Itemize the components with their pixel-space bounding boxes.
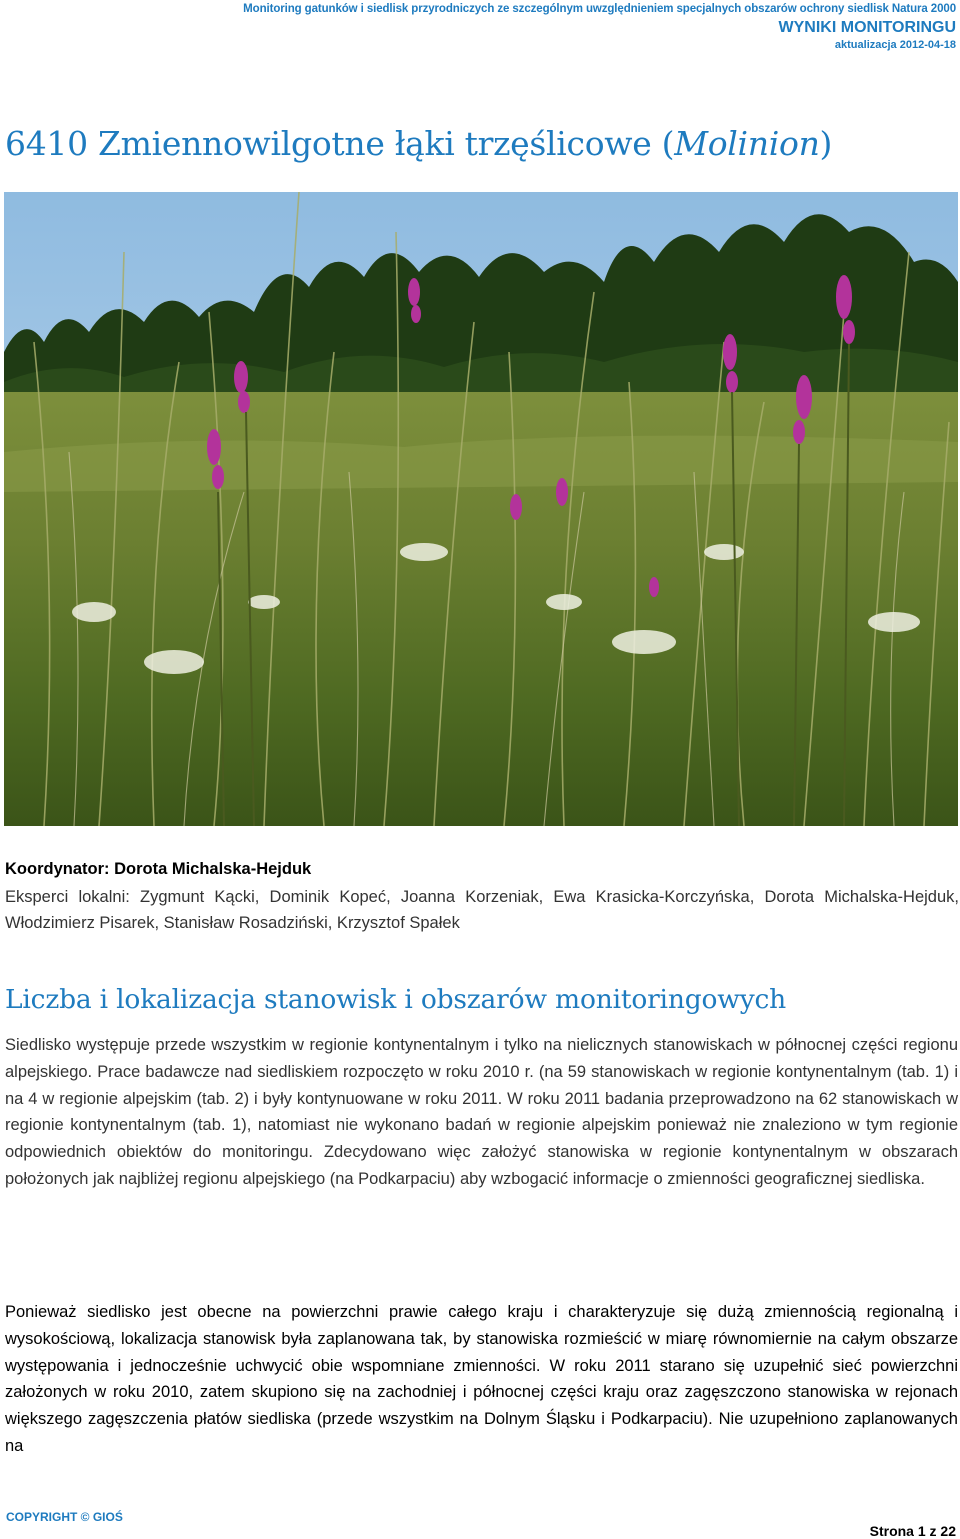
- paragraph-1: Siedlisko występuje przede wszystkim w regionie kontynentalnym i tylko na nielicznych stanowiskach w północnej części regionu alpejskiego. Prace badawcze nad siedliskiem rozpoczęto w roku 2010 r. (na 59 stanowiskach w regionie kontynentalnym (tab. 1) i na 4 w regionie alpejskim (tab. 2) i były kontynuowane w roku 2011. W roku 2011 badania przeprowadzono na 62 stanowiskach w regionie kontynentalnym (tab. 1), natomiast nie wykonano badań w regionie alpejskim ponieważ nie znaleziono w tym regionie odpowiednich obiektów do monitoringu. Zdecydowano więc założyć stanowiska w regionie kontynentalnym w obszarach położonych jak najbliżej regionu alpejskiego (na Podkarpaciu) aby wzbogacić informacje o zmienności geograficznej siedliska.: [5, 1036, 958, 1188]
- footer-copyright: COPYRIGHT © GIOŚ: [6, 1510, 123, 1524]
- local-experts: Eksperci lokalni: Zygmunt Kącki, Dominik Kopeć, Joanna Korzeniak, Ewa Krasicka-Korczyńska, Dorota Michalska-Hejduk, Włodzimierz Pisarek, Stanisław Rosadziński, Krzysztof Spałek: [5, 888, 959, 932]
- header-update-date: aktualizacja 2012-04-18: [834, 39, 956, 51]
- coordinator: Koordynator: Dorota Michalska-Hejduk: [5, 860, 312, 878]
- title-prefix: 6410 Zmiennowilgotne łąki trzęślicowe (: [5, 124, 675, 163]
- section-title: Liczba i lokalizacja stanowisk i obszarów monitoringowych: [5, 984, 786, 1015]
- meadow-photo-illustration: [4, 192, 958, 826]
- meadow-photo: [4, 192, 958, 826]
- paragraph-2: Ponieważ siedlisko jest obecne na powierzchni prawie całego kraju i charakteryzuje się dużą zmiennością regionalną i wysokościową, lokalizacja stanowisk była zaplanowana tak, by stanowiska rozmieścić w miarę równomiernie na całym obszarze występowania i jednocześnie uchwycić obie wspomniane zmienności. W roku 2011 starano się uzupełnić sieć powierzchni założonych w roku 2010, zatem skupiono się na zachodniej i północnej części kraju oraz zagęszczono stanowiska w rejonach większego zagęszczenia płatów siedliska (przede wszystkim na Dolnym Śląsku i Podkarpaciu). Nie uzupełniono zaplanowanych na: [5, 1303, 958, 1455]
- header-project-title: Monitoring gatunków i siedlisk przyrodniczych ze szczególnym uwzględnieniem specjalnych obszarów ochrony siedlisk Natura 2000: [243, 3, 956, 15]
- header-results-label: WYNIKI MONITORINGU: [778, 19, 956, 36]
- page-number: Strona 1 z 22: [869, 1523, 956, 1539]
- title-suffix: ): [819, 124, 833, 163]
- title-latin-name: Molinion: [674, 124, 820, 163]
- page-title: [5, 124, 832, 163]
